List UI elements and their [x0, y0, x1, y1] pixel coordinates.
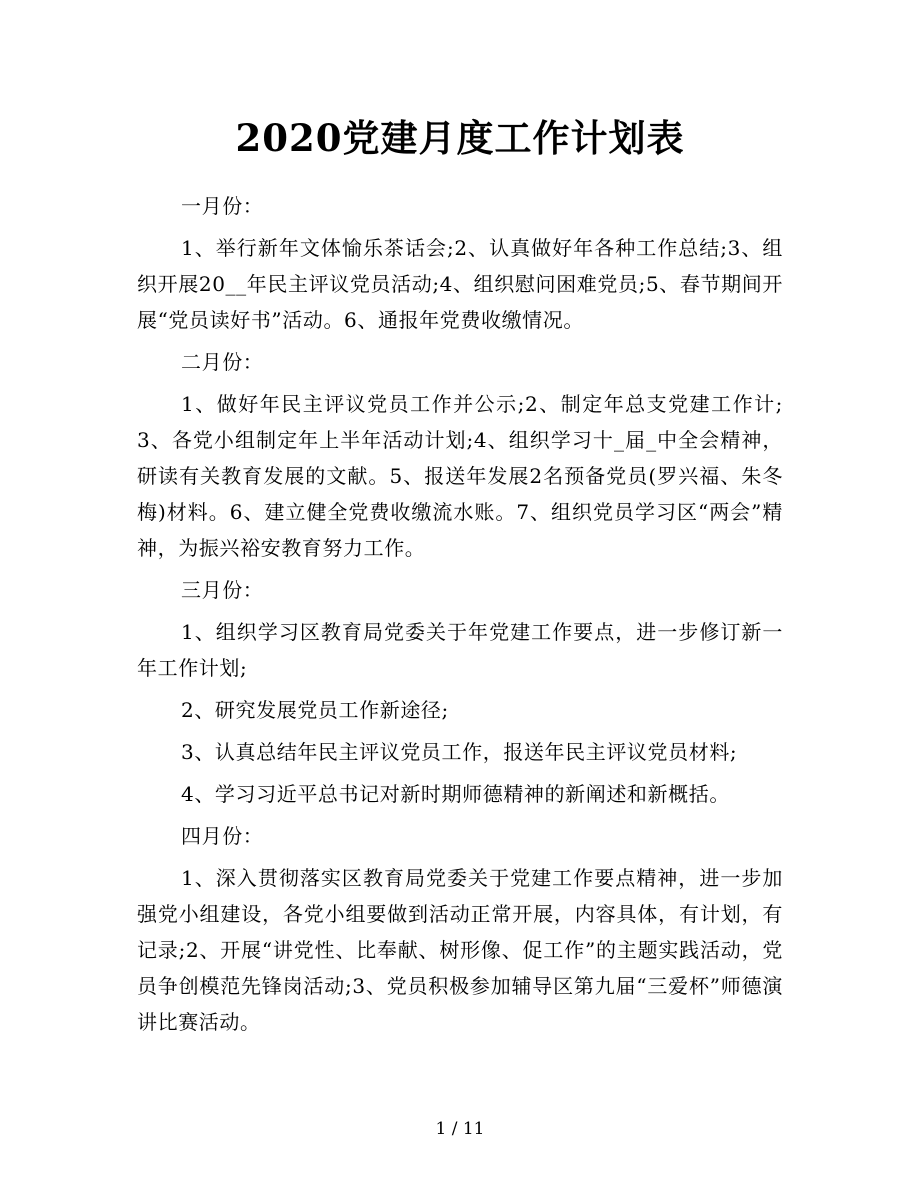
document-title: 2020党建月度工作计划表: [235, 116, 685, 160]
paragraph-march-heading: 三月份：: [181, 578, 264, 602]
paragraph-march-item-3: 3、认真总结年民主评议党员工作，报送年民主评议党员材料;: [181, 740, 738, 764]
paragraph-january-plan: 1、举行新年文体愉乐茶话会;2、认真做好年各种工作总结;3、组织开展20__年民主评议党员活动;4、组织慰问困难党员;5、春节期间开展“党员读好书”活动。6、通报年党费收缴情况。: [137, 236, 783, 332]
paragraph-march-item-4: 4、学习习近平总书记对新时期师德精神的新阐述和新概括。: [181, 782, 730, 806]
paragraph-january-heading: 一月份：: [181, 194, 264, 218]
paragraph-april-plan: 1、深入贯彻落实区教育局党委关于党建工作要点精神，进一步加强党小组建设，各党小组要做到活动正常开展，内容具体，有计划，有记录;2、开展“讲党性、比奉献、树形像、促工作”的主题实践活动，党员争创模范先锋岗活动;3、党员积极参加辅导区第九届“三爱杯”师德演讲比赛活动。: [137, 866, 783, 1034]
paragraph-march-item-1: 1、组织学习区教育局党委关于年党建工作要点，进一步修订新一年工作计划;: [137, 620, 783, 680]
paragraph-march-item-2: 2、研究发展党员工作新途径;: [181, 698, 449, 722]
paragraph-april-heading: 四月份：: [181, 824, 264, 848]
paragraph-february-plan: 1、做好年民主评议党员工作并公示;2、制定年总支党建工作计;3、各党小组制定年上半年活动计划;4、组织学习十_届_中全会精神，研读有关教育发展的文献。5、报送年发展2名预备党员(罗兴福、朱冬梅)材料。6、建立健全党费收缴流水账。7、组织党员学习区“两会”精神，为振兴裕安教育努力工作。: [137, 392, 783, 560]
paragraph-february-heading: 二月份：: [181, 350, 264, 374]
page-number: 1 / 11: [435, 1119, 485, 1139]
document-body: [137, 188, 783, 1040]
